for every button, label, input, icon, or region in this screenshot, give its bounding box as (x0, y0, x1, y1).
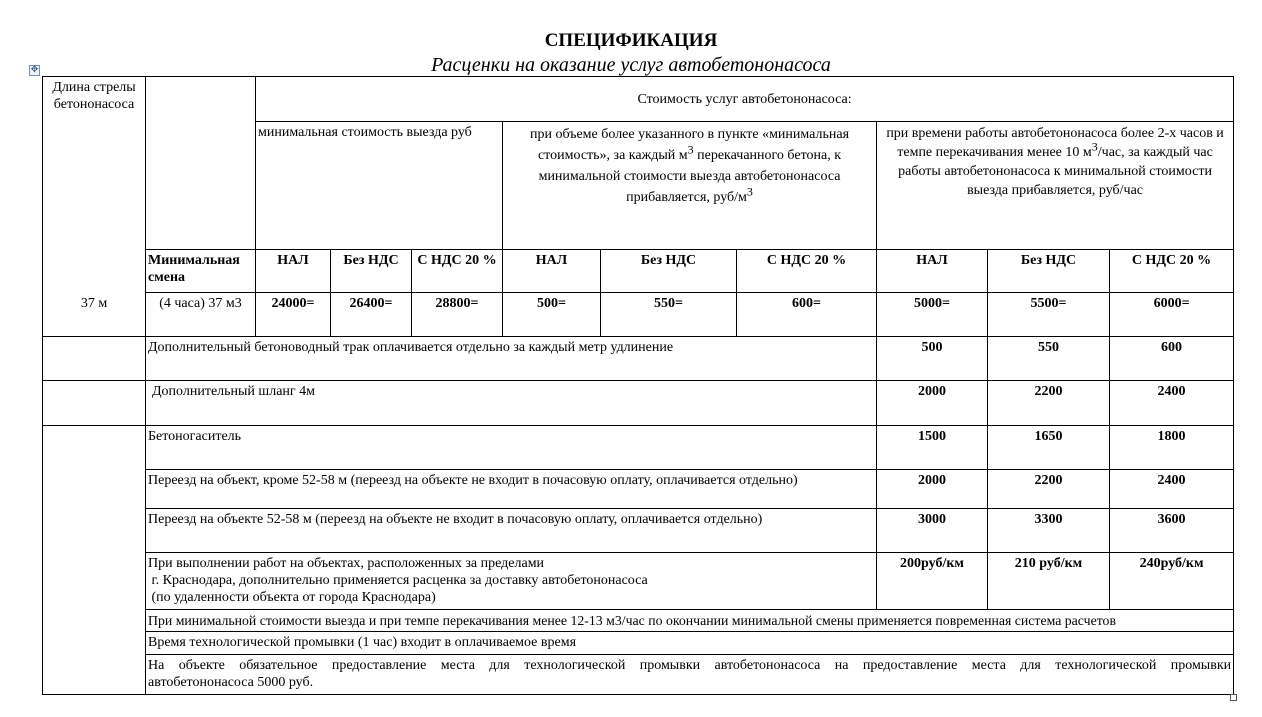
min-bez-nds-value: 26400= (331, 293, 412, 337)
move-handle-icon[interactable]: ✥ (30, 65, 39, 75)
note-flushing-time: Время технологической промывки (1 час) входит в оплачиваемое время (146, 632, 1234, 655)
extra-bez-nds: 2200 (988, 381, 1110, 426)
empty-length-cell (43, 337, 146, 381)
time-nal-value: 5000= (877, 293, 988, 337)
volume-nal-value: 500= (503, 293, 601, 337)
empty-length-cell (43, 381, 146, 426)
col-nal-min: НАЛ (256, 250, 331, 293)
extra-label: Дополнительный шланг 4м (146, 381, 877, 426)
col-s-nds-min: С НДС 20 % (412, 250, 503, 293)
extra-s-nds: 2400 (1110, 470, 1234, 509)
extra-bez-nds: 2200 (988, 470, 1110, 509)
min-shift-value: (4 часа) 37 м3 (146, 293, 256, 337)
delivery-label: При выполнении работ на объектах, расположенных за пределами г. Краснодара, дополнительно применяется расценка за доставку автобетононасоса (по удаленности объекта от города Краснодара) (146, 553, 877, 610)
col-bez-nds-volume: Без НДС (601, 250, 737, 293)
extra-label: Бетоногаситель (146, 426, 877, 470)
extra-nal: 1500 (877, 426, 988, 470)
cost-header: Стоимость услуг автобетононасоса: (256, 77, 1234, 122)
extra-nal: 500 (877, 337, 988, 381)
min-shift-header: Минимальная смена (146, 250, 256, 293)
extra-nal: 3000 (877, 509, 988, 553)
min-nal-value: 24000= (256, 293, 331, 337)
document-subtitle: Расценки на оказание услуг автобетононасоса (431, 54, 831, 76)
volume-s-nds-value: 600= (737, 293, 877, 337)
delivery-bez-nds: 210 руб/км (988, 553, 1110, 610)
extra-s-nds: 600 (1110, 337, 1234, 381)
col-s-nds-time: С НДС 20 % (1110, 250, 1234, 293)
volume-bez-nds-value: 550= (601, 293, 737, 337)
extra-nal: 2000 (877, 470, 988, 509)
extra-bez-nds: 550 (988, 337, 1110, 381)
volume-group-header: при объеме более указанного в пункте «минимальная стоимость», за каждый $м^3$ перекачанного бетона, к минимальной стоимости выезда автобетононасоса прибавляется, руб/$м^3$ (503, 122, 877, 250)
extra-s-nds: 1800 (1110, 426, 1234, 470)
delivery-nal: 200руб/км (877, 553, 988, 610)
boom-length-header: Длина стрелы бетононасоса (43, 77, 146, 293)
col-s-nds-volume: С НДС 20 % (737, 250, 877, 293)
extra-bez-nds: 3300 (988, 509, 1110, 553)
extra-bez-nds: 1650 (988, 426, 1110, 470)
time-group-header: при времени работы автобетононасоса более 2-х часов и темпе перекачивания менее 10 $м^3$/час, за каждый час работы автобетононасоса к минимальной стоимости выезда прибавляется, руб/час (877, 122, 1234, 250)
extra-nal: 2000 (877, 381, 988, 426)
time-bez-nds-value: 5500= (988, 293, 1110, 337)
time-s-nds-value: 6000= (1110, 293, 1234, 337)
document-title: СПЕЦИФИКАЦИЯ (544, 30, 718, 51)
min-cost-group-header: минимальная стоимость выезда руб (256, 122, 503, 250)
boom-length-value: 37 м (43, 293, 146, 337)
delivery-s-nds: 240руб/км (1110, 553, 1234, 610)
extra-s-nds: 2400 (1110, 381, 1234, 426)
empty-length-cell (43, 426, 146, 695)
min-s-nds-value: 28800= (412, 293, 503, 337)
empty-header-cell (146, 77, 256, 250)
note-flushing-place: На объекте обязательное предоставление места для технологической промывки автобетононасоса на предоставление места для технологической промывки автобетононасоса 5000 руб. (146, 655, 1234, 695)
extra-label: Дополнительный бетоноводный трак оплачивается отдельно за каждый метр удлинение (146, 337, 877, 381)
col-bez-nds-time: Без НДС (988, 250, 1110, 293)
col-nal-time: НАЛ (877, 250, 988, 293)
col-bez-nds-min: Без НДС (331, 250, 412, 293)
note-hourly-billing: При минимальной стоимости выезда и при темпе перекачивания менее 12-13 м3/час по окончании минимальной смены применяется повременная система расчетов (146, 610, 1234, 632)
col-nal-volume: НАЛ (503, 250, 601, 293)
price-table (42, 76, 1234, 695)
table-resize-handle[interactable] (1230, 694, 1237, 701)
extra-label: Переезд на объекте 52-58 м (переезд на объекте не входит в почасовую оплату, оплачивается отдельно) (146, 509, 877, 553)
extra-label: Переезд на объект, кроме 52-58 м (переезд на объекте не входит в почасовую оплату, оплачивается отдельно) (146, 470, 877, 509)
extra-s-nds: 3600 (1110, 509, 1234, 553)
